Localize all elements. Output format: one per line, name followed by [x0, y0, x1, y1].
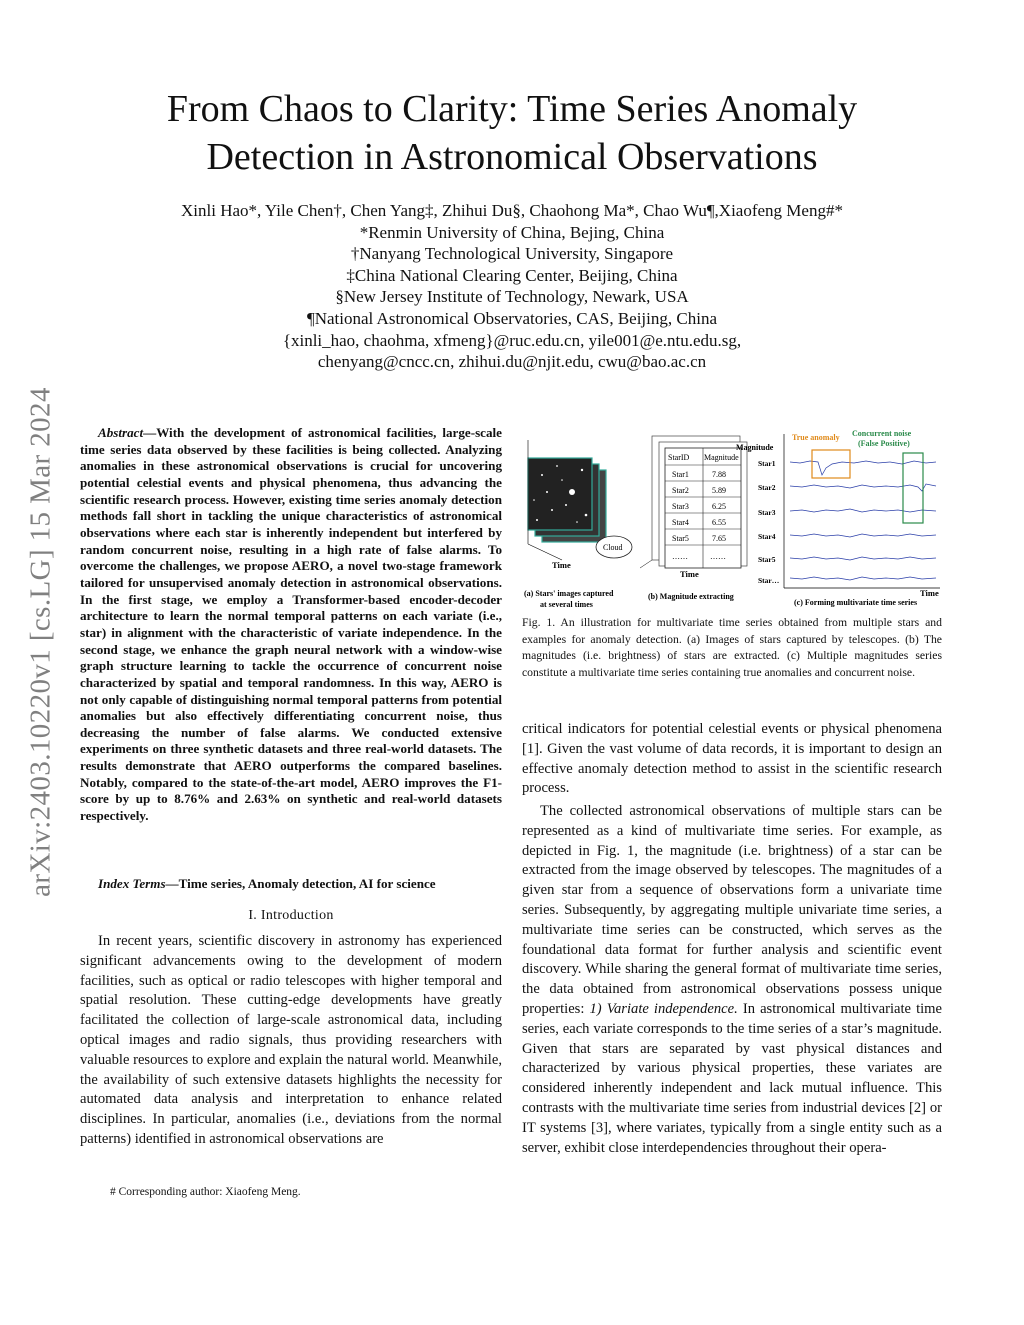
subcaption-b: (b) Magnitude extracting — [648, 592, 734, 601]
index-terms-text: —Time series, Anomaly detection, AI for science — [165, 876, 436, 891]
right-paragraph-2-start: The collected astronomical observations of multiple stars can be represented as a kind of multivariate time series. For example, as depicted in Fig. 1, the magnitude (i.e. brightness) of a star can be extracted from the image observed by telescopes. The magnitudes of a given star from a sequence of observations form a univariate time series. Subsequently, by aggregating multiple univariate time series, a multivariate time series can be constructed, which serves as the foundational data format for further analysis and scientific event discovery. While sharing the general format of multivariate time series, the data obtained from astronomical observations possess unique properties: — [522, 803, 942, 1017]
paper-title — [60, 85, 964, 181]
true-anomaly-label: True anomaly — [792, 433, 840, 442]
abstract — [80, 425, 502, 825]
table-cell: …… — [710, 552, 726, 561]
table-head-starid: StarID — [668, 453, 690, 462]
cloud-label: Cloud — [603, 543, 623, 552]
series-line-star3 — [790, 509, 936, 512]
false-positive-label: (False Positive) — [858, 439, 910, 448]
table-cell: Star5 — [672, 534, 689, 543]
table-cell: 7.88 — [712, 470, 726, 479]
table-cell: 6.55 — [712, 518, 726, 527]
footnote: # Corresponding author: Xiaofeng Meng. — [110, 1186, 301, 1198]
series-label: Star… — [758, 576, 780, 585]
table-cell: 5.89 — [712, 486, 726, 495]
multivariate-series — [736, 429, 940, 598]
arxiv-sidebar — [18, 342, 64, 942]
author-block — [80, 200, 944, 373]
table-head-magnitude: Magnitude — [704, 453, 739, 462]
series-label: Star4 — [758, 532, 776, 541]
table-cell: Star2 — [672, 486, 689, 495]
table-cell: …… — [672, 552, 688, 561]
affiliation-3: ‡China National Clearing Center, Beijing, China — [346, 265, 678, 285]
time-label-b: Time — [680, 569, 699, 579]
right-paragraph-1: critical indicators for potential celestial events or physical phenomena [1]. Given the vast volume of data records, it is important to design an effective anomaly detection method to assist in the scientific research process. — [522, 721, 942, 797]
series-line-star4 — [790, 534, 936, 537]
subcaption-a-2: at several times — [540, 600, 593, 609]
title-line-2: Detection in Astronomical Observations — [206, 136, 818, 178]
figure-1-caption: Fig. 1. An illustration for multivariate time series obtained from multiple stars and examples for anomaly detection. (a) Images of stars captured by telescopes. (b) The magnitudes (i.e. brightness) of stars are extracted. (c) Multiple magnitudes series constitute a multivariate time series containing true anomalies and concurrent noise. — [522, 616, 942, 679]
subcaption-a-1: (a) Stars' images captured — [524, 589, 614, 598]
variate-independence: 1) Variate independence. — [589, 1000, 738, 1017]
series-label: Star2 — [758, 483, 776, 492]
time-label-c: Time — [920, 588, 939, 598]
index-terms-label: Index Terms — [98, 876, 166, 891]
index-terms — [80, 875, 502, 892]
series-label: Star5 — [758, 555, 776, 564]
affiliation-5: ¶National Astronomical Observatories, CAS, Beijing, China — [307, 308, 717, 328]
figure-1 — [522, 420, 944, 612]
true-anomaly-box — [812, 450, 850, 478]
abstract-label: Abstract — [98, 425, 144, 440]
series-label: Star3 — [758, 508, 776, 517]
time-label-a: Time — [552, 560, 571, 570]
table-cell: 7.65 — [712, 534, 726, 543]
title-line-1: From Chaos to Clarity: Time Series Anomaly — [166, 88, 858, 130]
series-label: Star1 — [758, 459, 776, 468]
table-cell: Star1 — [672, 470, 689, 479]
affiliation-1: *Renmin University of China, Bejing, China — [359, 222, 665, 242]
magnitude-axis-label: Magnitude — [736, 443, 774, 452]
author-names: Xinli Hao*, Yile Chen†, Chen Yang‡, Zhihui Du§, Chaohong Ma*, Chao Wu¶,Xiaofeng Meng#* — [181, 201, 843, 220]
abstract-text: —With the development of astronomical facilities, large-scale time series data observed by these facilities is being collected. Analyzing anomalies in these astronomical observations is crucial for uncovering potential celestial events and physical phenomena, thus advancing the scientific research process. However, existing time series anomaly detection methods fall short in tackling the unique characteristics of astronomical observations where each star is inherently independent but interfered by random concurrent noise, resulting in a high rate of false alarms. To overcome the challenges, we propose AERO, a novel two-stage framework tailored for unsupervised anomaly detection in astronomical observations. In the first stage, we employ a Transformer-based encoder-decoder architecture to learn the normal temporal patterns on each variate (i.e., star) in alignment with the characteristic of variate independence. In the second stage, we enhance the graph neural network with a window-wise graph structure learning to tackle the occurrence of concurrent noise characterized by spatial and temporal randomness. In this way, AERO is not only capable of distinguishing normal temporal patterns from potential anomalies but also effectively differentiating concurrent noise, thus decreasing the number of false alarms. We conducted extensive experiments on three synthetic datasets and three real-world datasets. The results demonstrate that AERO outperforms the compared baselines. Notably, compared to the state-of-the-art model, AERO improves the F1-score by up to 8.76% and 2.63% on synthetic and real-world datasets respectively. — [80, 425, 502, 824]
series-line-star-more — [790, 577, 936, 580]
affiliation-2: †Nanyang Technological University, Singapore — [350, 244, 674, 264]
right-paragraph-2 — [522, 802, 942, 1158]
figure-1-svg — [522, 420, 944, 612]
section-heading-introduction: I. Introduction — [248, 908, 334, 923]
magnitude-table — [640, 436, 747, 568]
table-cell: 6.25 — [712, 502, 726, 511]
email-line-1: {xinli_hao, chaohma, xfmeng}@ruc.edu.cn, yile001@e.ntu.edu.sg, — [282, 330, 742, 350]
arxiv-identifier: arXiv:2403.10220v1 [cs.LG] 15 Mar 2024 — [24, 387, 57, 897]
concurrent-noise-box — [903, 453, 923, 523]
star-images — [528, 440, 606, 560]
series-line-star2 — [790, 484, 936, 491]
series-line-star5 — [790, 557, 936, 560]
table-cell: Star3 — [672, 502, 689, 511]
concurrent-noise-label: Concurrent noise — [852, 429, 912, 438]
table-cell: Star4 — [672, 518, 689, 527]
intro-paragraph: In recent years, scientific discovery in astronomy has experienced significant advancements owing to the development of modern facilities, such as optical or radio telescopes with higher temporal and spatial resolution. These cutting-edge developments have greatly facilitated the collection of large-scale astronomical data, including optical images and radio signals, thus providing researchers with valuable resources to explore and explain the natural world. Meanwhile, the availability of such extensive datasets highlights the necessity for automated data analysis and interpretation to enhance related disciplines. In particular, anomalies (i.e., deviations from the normal patterns) identified in astronomical observations are — [80, 933, 502, 1147]
affiliation-4: §New Jersey Institute of Technology, Newark, USA — [335, 287, 689, 307]
subcaption-c: (c) Forming multivariate time series — [794, 598, 918, 607]
cloud-icon — [596, 536, 632, 558]
email-line-2: chenyang@cncc.cn, zhihui.du@njit.edu, cwu@bao.ac.cn — [317, 352, 707, 372]
right-paragraph-2-rest: In astronomical multivariate time series, each variate corresponds to the time series of a star’s magnitude. Given that stars are separated by vast physical distances and characterized by various physical properties, these variates are considered inherently independent and lack mutual influence. This contrasts with the multivariate time series from industrial devices [2] or IT systems [3], where variates, typically from a single entity such as a server, exhibit close interdependencies throughout their opera- — [522, 1000, 943, 1156]
